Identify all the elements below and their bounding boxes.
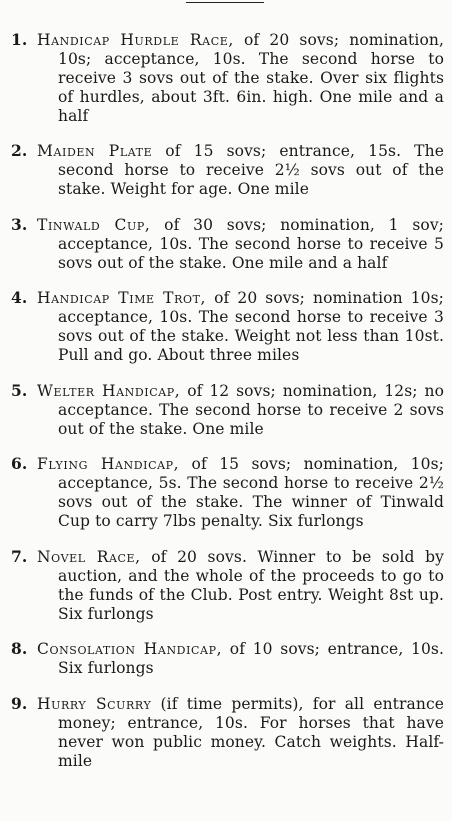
race-entry-8 — [0, 639, 452, 678]
race-conditions: of 30 sovs; nomination, 1 sov; acceptance, 10s. The second horse to receive 5 sovs out of the stake. One mile and a half — [58, 215, 444, 272]
race-programme-list — [0, 14, 452, 780]
race-number: 4. — [11, 288, 28, 307]
race-number: 2. — [11, 141, 28, 160]
race-name: Novel Race, — [37, 547, 141, 566]
race-number: 6. — [11, 454, 28, 473]
race-conditions: of 20 sovs. Winner to be sold by auction, and the whole of the proceeds to go to the funds of the Club. Post entry. Weight 8st up. Six furlongs — [58, 547, 444, 623]
race-conditions: of 20 sovs; nomination, 10s; acceptance, 10s. The second horse to receive 3 sovs out of the stake. Over six flights of hurdles, about 3ft. 6in. high. One mile and a half — [58, 30, 444, 125]
race-entry-1 — [0, 30, 452, 126]
race-entry-5 — [0, 381, 452, 439]
race-conditions: of 10 sovs; entrance, 10s. Six furlongs — [58, 640, 444, 677]
race-conditions: (if time permits), for all entrance money; entrance, 10s. For horses that have never won public money. Catch weights. Half-mile — [58, 694, 444, 770]
race-name: Handicap Hurdle Race, — [37, 30, 234, 49]
race-entry-3 — [0, 215, 452, 273]
race-number: 9. — [11, 693, 28, 713]
race-number: 5. — [11, 380, 28, 400]
race-number: 3. — [11, 214, 28, 234]
race-name: Hurry Scurry — [37, 694, 152, 713]
race-conditions: of 12 sovs; nomination, 12s; no acceptance. The second horse to receive 2 sovs out of the stake. One mile — [58, 381, 444, 438]
race-conditions: of 20 sovs; nomination 10s; acceptance, 10s. The second horse to receive 3 sovs out of the stake. Weight not less than 10st. Pull and go. About three miles — [58, 289, 444, 364]
race-number: 8. — [11, 639, 28, 658]
race-name: Handicap Time Trot, — [37, 289, 207, 307]
top-rule — [186, 2, 264, 3]
race-entry-2 — [0, 141, 452, 199]
race-conditions: of 15 sovs; entrance, 15s. The second horse to receive 2½ sovs out of the stake. Weight for age. One mile — [58, 142, 444, 198]
race-name: Tinwald Cup, — [37, 215, 151, 234]
race-conditions: of 15 sovs; nomination, 10s; acceptance, 5s. The second horse to receive 2½ sovs out of the stake. The winner of Tinwald Cup to carry 7lbs penalty. Six furlongs — [58, 455, 444, 530]
race-name: Flying Handicap, — [37, 455, 180, 473]
race-number: 7. — [11, 546, 28, 566]
race-entry-9 — [0, 694, 452, 771]
race-entry-6 — [0, 454, 452, 531]
race-name: Consolation Handicap, — [37, 640, 223, 658]
race-name: Welter Handicap, — [37, 381, 181, 400]
race-entry-7 — [0, 547, 452, 624]
race-number: 1. — [11, 29, 28, 49]
race-entry-4 — [0, 288, 452, 365]
race-name: Maiden Plate — [37, 142, 153, 160]
